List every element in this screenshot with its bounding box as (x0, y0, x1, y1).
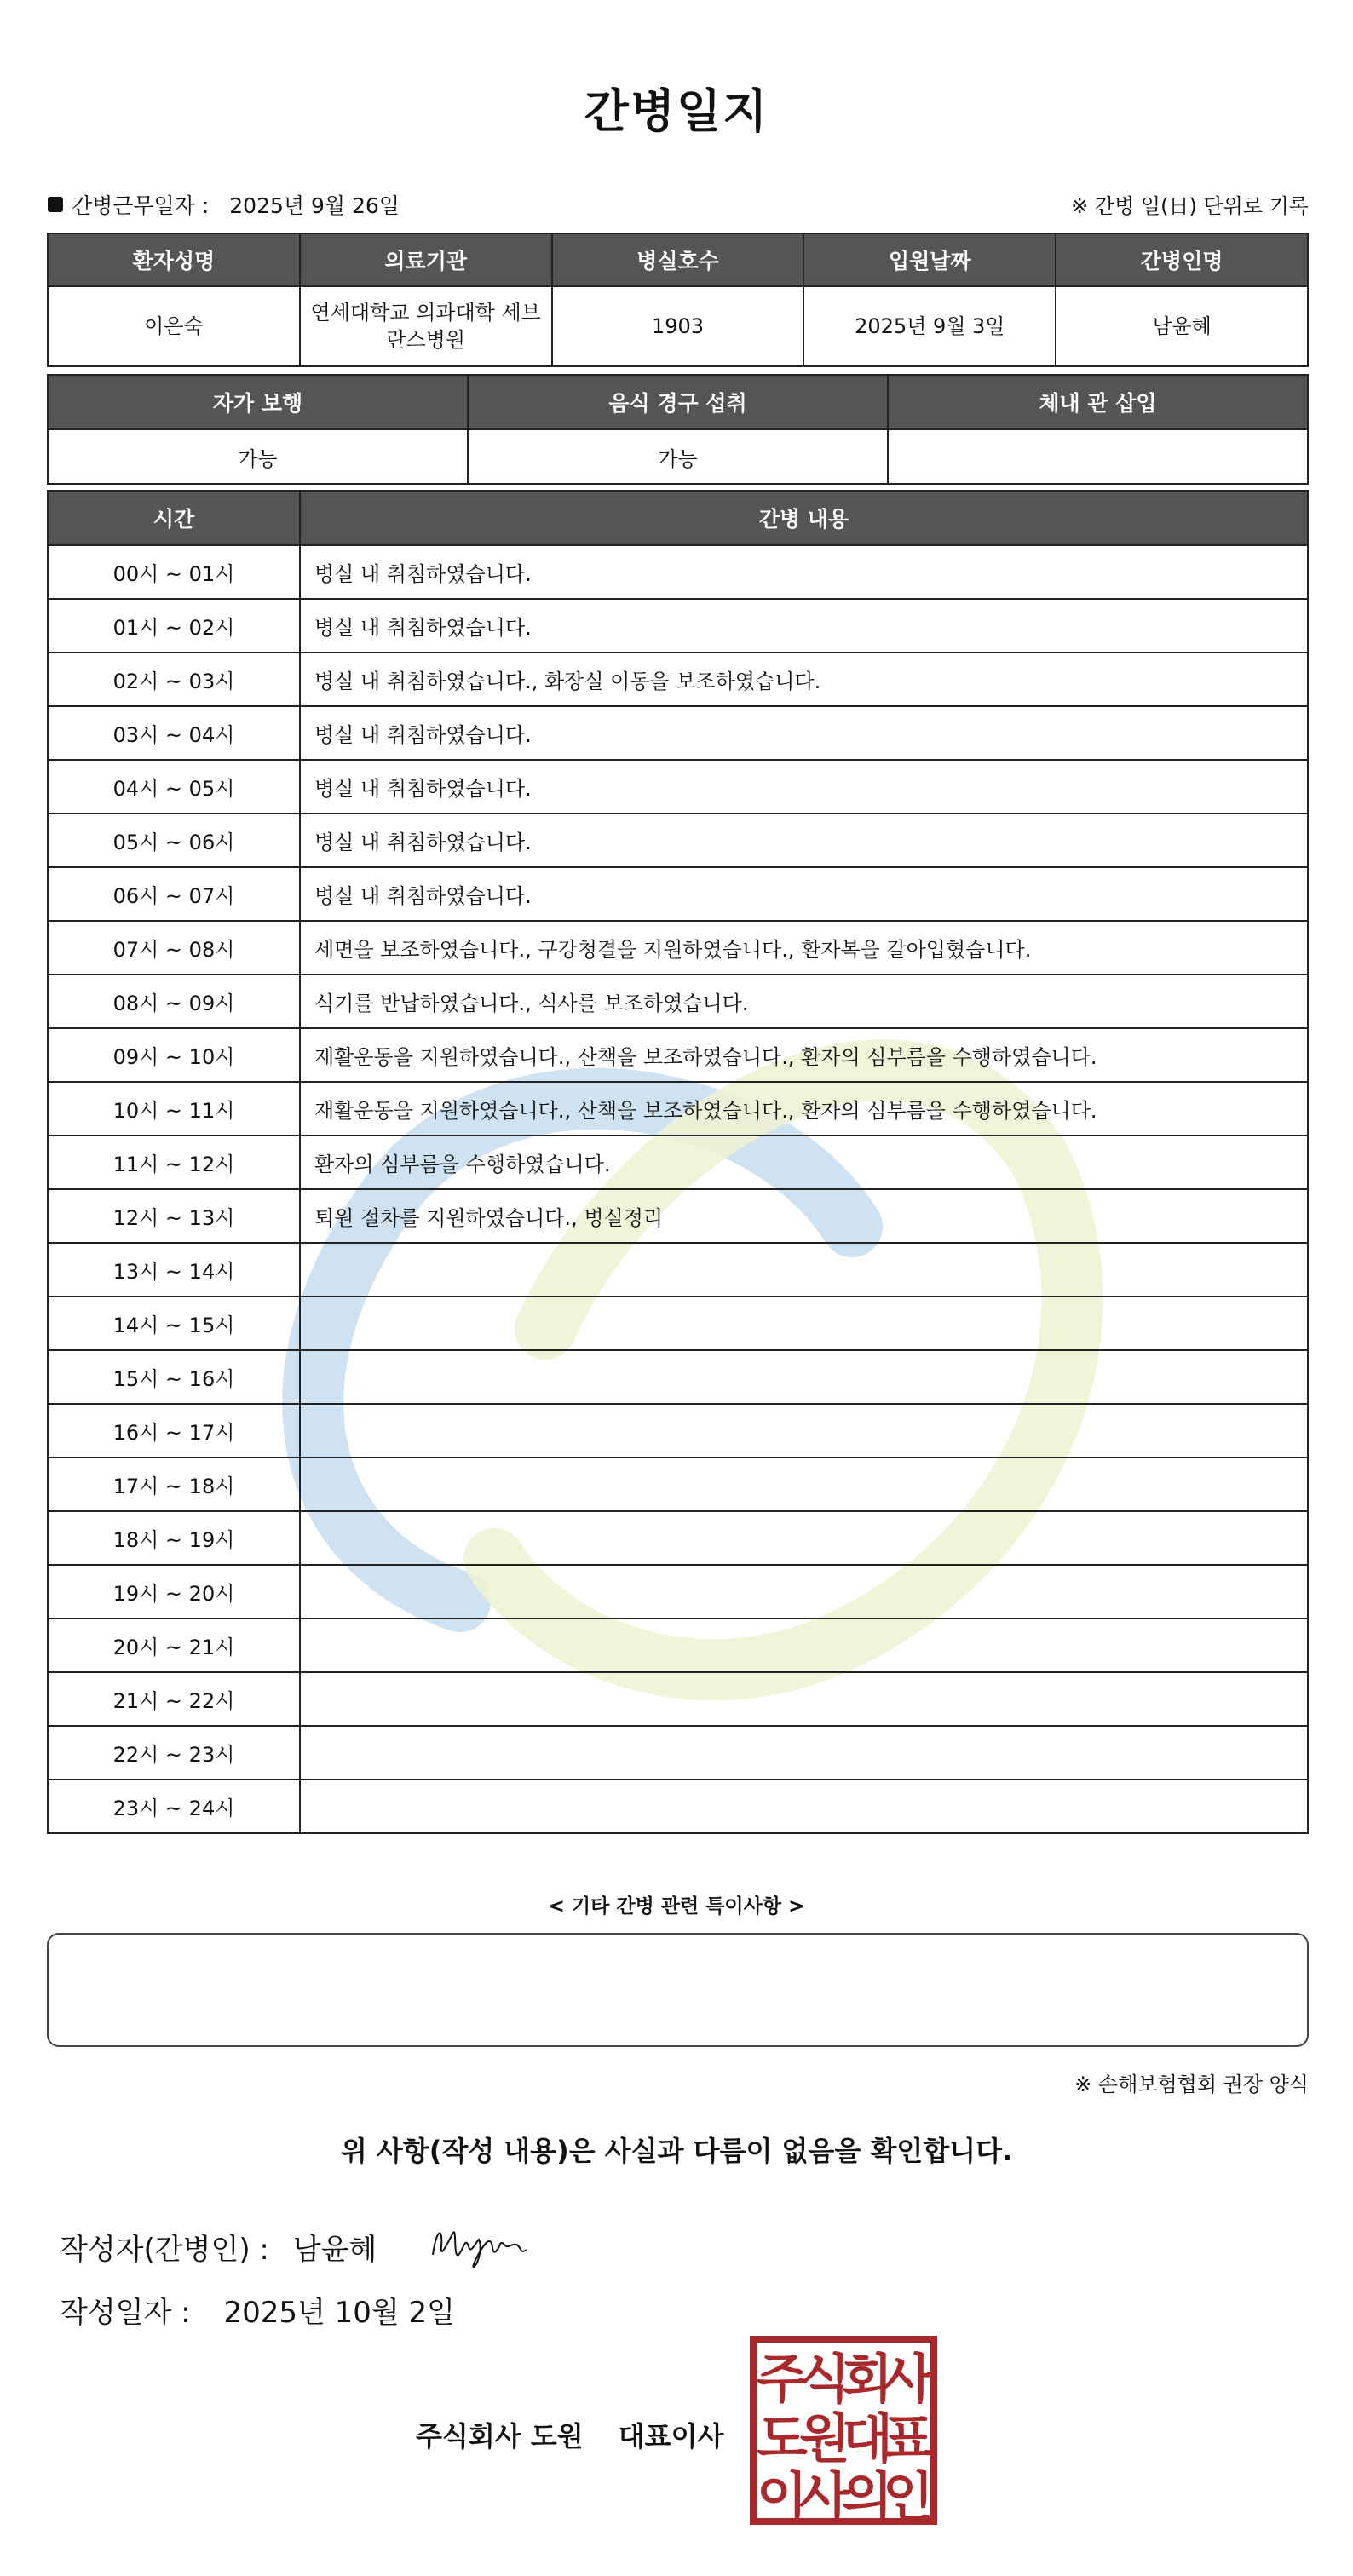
header-patient-name: 환자성명 (48, 233, 300, 286)
care-log-content (300, 1672, 1308, 1726)
care-log-time: 16시 ~ 17시 (48, 1404, 300, 1458)
care-log-row (48, 1297, 1308, 1350)
seal-character: 사 (799, 2465, 850, 2525)
work-date-label: 간병근무일자 : (72, 193, 210, 218)
care-log-time: 19시 ~ 20시 (48, 1565, 300, 1619)
care-log-time: 09시 ~ 10시 (48, 1028, 300, 1082)
care-log-row (48, 1458, 1308, 1511)
care-log-row (48, 653, 1308, 706)
care-log-content (300, 1511, 1308, 1565)
care-log-time: 02시 ~ 03시 (48, 653, 300, 706)
care-log-time: 08시 ~ 09시 (48, 975, 300, 1028)
signature-image (428, 2221, 538, 2272)
work-date (48, 189, 400, 220)
write-date-value: 2025년 10월 2일 (223, 2296, 456, 2330)
care-log-time: 12시 ~ 13시 (48, 1189, 300, 1243)
care-log-time: 03시 ~ 04시 (48, 706, 300, 760)
confirmation-statement: 위 사항(작성 내용)은 사실과 다름이 없음을 확인합니다. (340, 2135, 1013, 2167)
company-representative-title: 대표이사 (618, 2420, 724, 2452)
care-log-time: 23시 ~ 24시 (48, 1780, 300, 1833)
care-log-time: 18시 ~ 19시 (48, 1511, 300, 1565)
patient-name: 이은숙 (48, 286, 300, 366)
care-log-content: 병실 내 취침하였습니다. (300, 814, 1308, 867)
care-log-time: 17시 ~ 18시 (48, 1458, 300, 1511)
care-log-row (48, 1243, 1308, 1297)
care-log-content (300, 1404, 1308, 1458)
care-log-content: 병실 내 취침하였습니다. (300, 760, 1308, 814)
care-log-body (48, 545, 1308, 1833)
special-notes-title: < 기타 간병 관련 특이사항 > (548, 1895, 805, 1918)
header-time: 시간 (48, 491, 300, 545)
care-log-time: 13시 ~ 14시 (48, 1243, 300, 1297)
writer-label: 작성자(간병인) : (60, 2232, 269, 2267)
care-log-row (48, 975, 1308, 1028)
writer-name: 남윤혜 (292, 2232, 377, 2267)
care-log-content: 병실 내 취침하였습니다. (300, 545, 1308, 599)
care-log-row (48, 545, 1308, 599)
care-log-time: 04시 ~ 05시 (48, 760, 300, 814)
seal-character: 원 (799, 2407, 850, 2470)
seal-character: 도 (757, 2407, 808, 2470)
care-log-time: 20시 ~ 21시 (48, 1619, 300, 1672)
care-log-content: 병실 내 취침하였습니다. (300, 706, 1308, 760)
institution: 연세대학교 의과대학 세브란스병원 (300, 286, 552, 366)
care-log-row (48, 921, 1308, 975)
care-log-table (47, 490, 1309, 1834)
care-log-row (48, 814, 1308, 867)
seal-character: 식 (799, 2348, 850, 2410)
company-seal-stamp (750, 2336, 937, 2525)
work-date-value: 2025년 9월 26일 (229, 193, 400, 218)
seal-character: 대 (842, 2407, 893, 2470)
patient-condition-table (47, 374, 1309, 485)
care-log-content (300, 1780, 1308, 1833)
special-notes-box (47, 1933, 1309, 2047)
write-date-label: 작성일자 : (60, 2296, 191, 2330)
care-log-row (48, 1082, 1308, 1136)
condition-header-row (48, 375, 1308, 429)
care-log-row (48, 1189, 1308, 1243)
header-caregiver-name: 간병인명 (1056, 233, 1308, 286)
patient-info-value-row (48, 286, 1308, 366)
care-log-row (48, 599, 1308, 653)
care-log-content: 식기를 반납하였습니다., 식사를 보조하였습니다. (300, 975, 1308, 1028)
care-log-content (300, 1297, 1308, 1350)
care-log-content: 재활운동을 지원하였습니다., 산책을 보조하였습니다., 환자의 심부름을 수행하였습니다. (300, 1028, 1308, 1082)
company-name: 주식회사 도원 (416, 2420, 584, 2452)
condition-value-row (48, 429, 1308, 484)
care-log-time: 05시 ~ 06시 (48, 814, 300, 867)
care-log-time: 10시 ~ 11시 (48, 1082, 300, 1136)
care-log-row (48, 1028, 1308, 1082)
unit-note: ※ 간병 일(日) 단위로 기록 (1071, 194, 1309, 218)
square-bullet-icon (48, 197, 63, 212)
header-institution: 의료기관 (300, 233, 552, 286)
care-log-row (48, 1726, 1308, 1780)
care-log-content: 병실 내 취침하였습니다., 화장실 이동을 보조하였습니다. (300, 653, 1308, 706)
care-log-content: 병실 내 취침하였습니다. (300, 867, 1308, 921)
self-walking: 가능 (48, 429, 468, 484)
care-log-row (48, 1780, 1308, 1833)
care-log-content: 재활운동을 지원하였습니다., 산책을 보조하였습니다., 환자의 심부름을 수행하였습니다. (300, 1082, 1308, 1136)
recommendation-note: ※ 손해보험협회 권장 양식 (1074, 2073, 1309, 2096)
care-log-time: 14시 ~ 15시 (48, 1297, 300, 1350)
header-self-walking: 자가 보행 (48, 375, 468, 429)
care-log-content (300, 1458, 1308, 1511)
header-oral-intake: 음식 경구 섭취 (468, 375, 888, 429)
seal-character: 표 (883, 2407, 934, 2470)
care-log-time: 15시 ~ 16시 (48, 1350, 300, 1404)
care-log-row (48, 1565, 1308, 1619)
care-log-content (300, 1565, 1308, 1619)
special-notes-content (49, 1935, 1307, 1958)
care-log-row (48, 706, 1308, 760)
seal-character: 이 (757, 2465, 808, 2525)
header-care-content: 간병 내용 (300, 491, 1308, 545)
care-log-time: 07시 ~ 08시 (48, 921, 300, 975)
writer-line (60, 2221, 538, 2272)
seal-character: 사 (883, 2348, 934, 2410)
seal-character: 회 (842, 2348, 893, 2410)
care-log-time: 00시 ~ 01시 (48, 545, 300, 599)
care-log-time: 11시 ~ 12시 (48, 1136, 300, 1189)
care-log-row (48, 1350, 1308, 1404)
care-log-header-row (48, 491, 1308, 545)
care-log-row (48, 1511, 1308, 1565)
caregiver-name: 남윤혜 (1056, 286, 1308, 366)
care-log-time: 06시 ~ 07시 (48, 867, 300, 921)
care-log-row (48, 760, 1308, 814)
care-log-content (300, 1350, 1308, 1404)
seal-character: 주 (757, 2348, 808, 2410)
tube-insertion (888, 429, 1308, 484)
care-log-row (48, 1404, 1308, 1458)
care-log-row (48, 1672, 1308, 1726)
care-log-time: 21시 ~ 22시 (48, 1672, 300, 1726)
page-title: 간병일지 (584, 84, 769, 138)
patient-info-table (47, 233, 1309, 367)
room-number: 1903 (552, 286, 804, 366)
admission-date: 2025년 9월 3일 (803, 286, 1056, 366)
header-admission-date: 입원날짜 (803, 233, 1056, 286)
seal-character: 의 (842, 2465, 893, 2525)
seal-character: 인 (883, 2465, 934, 2525)
header-tube-insertion: 체내 관 삽입 (888, 375, 1308, 429)
company-line (416, 2415, 723, 2454)
care-log-time: 22시 ~ 23시 (48, 1726, 300, 1780)
care-log-content (300, 1619, 1308, 1672)
care-log-row (48, 1619, 1308, 1672)
care-log-content: 세면을 보조하였습니다., 구강청결을 지원하였습니다., 환자복을 갈아입혔습니다. (300, 921, 1308, 975)
care-log-row (48, 1136, 1308, 1189)
care-log-content: 환자의 심부름을 수행하였습니다. (300, 1136, 1308, 1189)
write-date-line (60, 2289, 455, 2331)
care-log-content: 퇴원 절차를 지원하였습니다., 병실정리 (300, 1189, 1308, 1243)
care-log-content (300, 1726, 1308, 1780)
care-log-content (300, 1243, 1308, 1297)
header-room-number: 병실호수 (552, 233, 804, 286)
care-log-content: 병실 내 취침하였습니다. (300, 599, 1308, 653)
oral-intake: 가능 (468, 429, 888, 484)
patient-info-header-row (48, 233, 1308, 286)
care-log-time: 01시 ~ 02시 (48, 599, 300, 653)
care-log-row (48, 867, 1308, 921)
